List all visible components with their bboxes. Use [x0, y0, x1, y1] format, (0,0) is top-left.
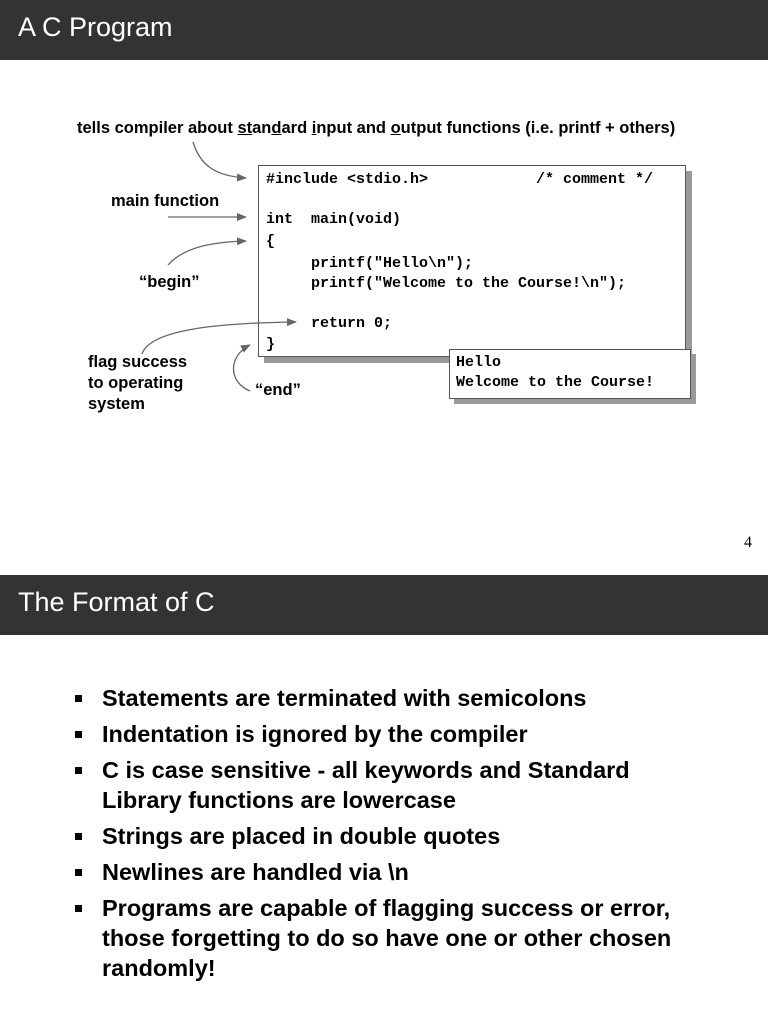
- arrow-begin: [168, 241, 246, 265]
- page-number: 4: [744, 534, 752, 551]
- code-printf-welcome: printf("Welcome to the Course!\n");: [266, 275, 627, 292]
- arrow-stdio: [193, 142, 246, 178]
- output-hello: Hello: [456, 354, 502, 371]
- bullet-square-icon: [75, 731, 82, 738]
- slide-title: The Format of C: [18, 587, 215, 617]
- label-main-function: main function: [111, 192, 220, 210]
- code-main: int main(void): [266, 211, 402, 228]
- output-welcome: Welcome to the Course!: [456, 374, 655, 391]
- bullet-item: C is case sensitive - all keywords and Standard Library functions are lowercase: [72, 755, 712, 815]
- bullet-item: Indentation is ignored by the compiler: [72, 719, 712, 749]
- bullet-item: Statements are terminated with semicolons: [72, 683, 712, 713]
- bullet-square-icon: [75, 767, 82, 774]
- slide-format-of-c: [0, 575, 768, 1024]
- bullet-square-icon: [75, 905, 82, 912]
- bullet-square-icon: [75, 695, 82, 702]
- bullet-item: Strings are placed in double quotes: [72, 821, 712, 851]
- bullet-list: [72, 683, 712, 989]
- code-printf-hello: printf("Hello\n");: [266, 255, 474, 272]
- annotation-stdio: tells compiler about standard input and output functions (i.e. printf + others): [77, 119, 676, 137]
- code-close-brace: }: [266, 336, 276, 353]
- bullet-square-icon: [75, 833, 82, 840]
- code-open-brace: {: [266, 233, 276, 250]
- code-include: #include <stdio.h>: [266, 171, 429, 188]
- label-begin: “begin”: [139, 273, 200, 291]
- bullet-item: Programs are capable of flagging success or error, those forgetting to do so have one or other chosen randomly!: [72, 893, 712, 983]
- arrow-flag-success: [142, 322, 296, 354]
- code-comment: /* comment */: [536, 171, 654, 188]
- bullet-item: Newlines are handled via \n: [72, 857, 712, 887]
- code-return: return 0;: [266, 315, 393, 332]
- label-end: “end”: [255, 381, 301, 399]
- arrow-end: [234, 345, 251, 391]
- bullet-square-icon: [75, 869, 82, 876]
- title-bar: [0, 575, 768, 635]
- slide-title: A C Program: [18, 12, 173, 42]
- label-flag-success: flag success to operating system: [88, 353, 188, 413]
